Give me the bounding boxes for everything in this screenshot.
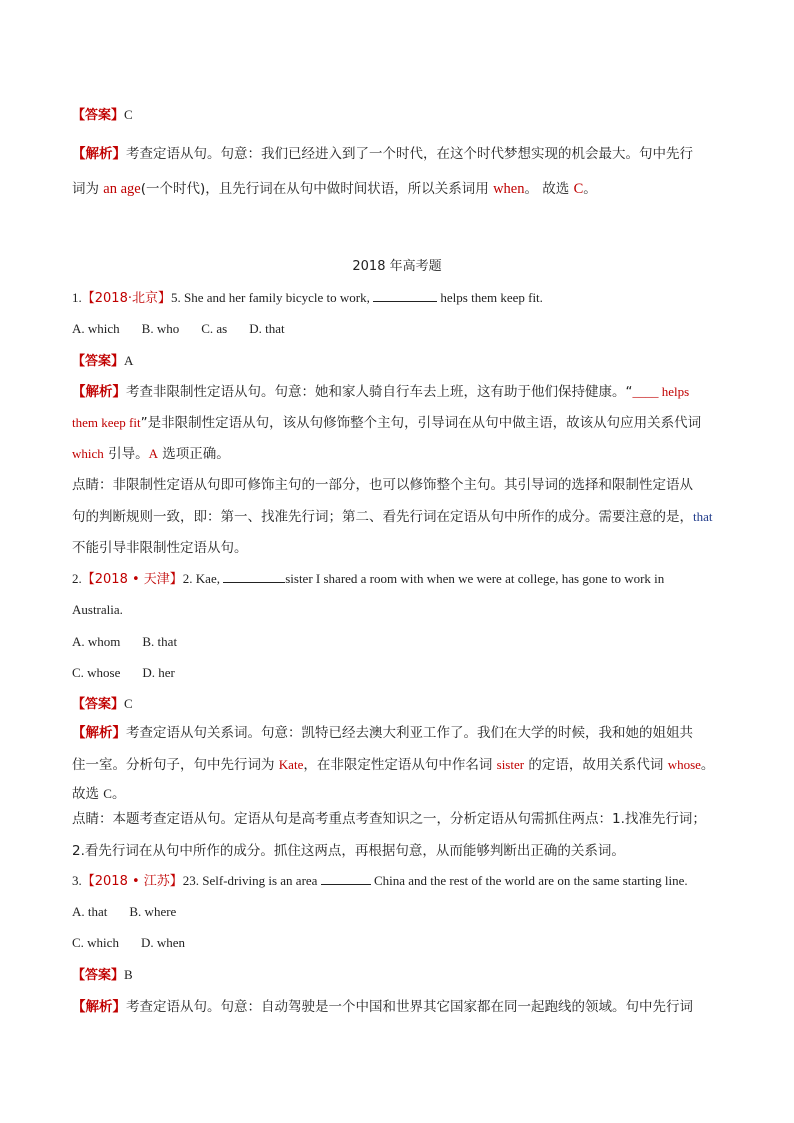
analysis-line: 【解析】考查定语从句关系词。句意：凯特已经去澳大利亚工作了。我们在大学的时候，我和她的姐姐共 <box>72 725 693 741</box>
tip-line: 不能引导非限制性定语从句。 <box>72 540 248 556</box>
answer-line: 【答案】C <box>72 107 133 123</box>
question-2-options <box>72 664 197 682</box>
option-c: C. as <box>201 321 228 336</box>
analysis-line: which 引导。A 选项正确。 <box>72 446 230 462</box>
question-3-options <box>72 903 198 921</box>
analysis-line: 故选 C。 <box>72 786 126 802</box>
question-2-options <box>72 633 199 651</box>
answer-blank <box>223 570 285 583</box>
question-1-options <box>72 320 307 338</box>
question-2-stem-cont: Australia. <box>72 602 123 617</box>
tip-line: 句的判断规则一致，即：第一、找准先行词；第二、看先行词在定语从句中所作的成分。需要注意的是，that <box>72 509 713 525</box>
analysis-line: 【解析】考查定语从句。句意：我们已经进入到了一个时代，在这个时代梦想实现的机会最大。句中先行 <box>72 146 693 162</box>
tip-line: 点睛：本题考查定语从句。定语从句是高考重点考查知识之一，分析定语从句需抓住两点：1.找准先行词； <box>72 811 706 827</box>
question-1-stem: 1.【2018·北京】5. She and her family bicycle to work, helps them keep fit. <box>72 290 543 306</box>
answer-line: 【答案】A <box>72 353 134 369</box>
tip-line: 点睛：非限制性定语从句即可修饰主句的一部分，也可以修饰整个主句。其引导词的选择和限制性定语从 <box>72 477 693 493</box>
answer-line: 【答案】C <box>72 696 133 712</box>
option-a: A. which <box>72 321 120 336</box>
option-b: B. where <box>129 904 177 919</box>
tip-line: 2.看先行词在从句中所作的成分。抓住这两点，再根据句意，从而能够判断出正确的关系词。 <box>72 843 625 859</box>
question-3-stem: 3.【2018 • 江苏】23. Self-driving is an area China and the rest of the world are on the same starting line. <box>72 873 688 889</box>
answer-blank <box>321 872 371 885</box>
option-a: A. that <box>72 904 108 919</box>
option-d: D. when <box>140 935 185 950</box>
option-d: D. that <box>249 321 285 336</box>
option-b: B. who <box>141 321 180 336</box>
option-c: C. which <box>72 935 119 950</box>
option-b: B. that <box>142 634 178 649</box>
option-a: A. whom <box>72 634 121 649</box>
analysis-line: 【解析】考查定语从句。句意：自动驾驶是一个中国和世界其它国家都在同一起跑线的领域。句中先行词 <box>72 999 693 1015</box>
analysis-line: 词为 an age(一个时代)，且先行词在从句中做时间状语，所以关系词用 when。 故选 C。 <box>72 181 597 197</box>
question-2-stem: 2.【2018 • 天津】2. Kae, sister I shared a room with when we were at college, has gone to work in <box>72 571 665 587</box>
question-3-options <box>72 934 207 952</box>
option-d: D. her <box>142 665 175 680</box>
option-c: C. whose <box>72 665 121 680</box>
section-title: 2018 年高考题 <box>352 259 442 274</box>
answer-line: 【答案】B <box>72 967 133 983</box>
analysis-line: 住一室。分析句子，句中先行词为 Kate，在非限定性定语从句中作名词 sister 的定语，故用关系代词 whose。 <box>72 757 715 773</box>
analysis-line: 【解析】考查非限制性定语从句。句意：她和家人骑自行车去上班，这有助于他们保持健康。“____ helps <box>72 384 690 400</box>
analysis-line: them keep fit”是非限制性定语从句，该从句修饰整个主句，引导词在从句中做主语，故该从句应用关系代词 <box>72 415 702 431</box>
answer-blank <box>373 289 437 302</box>
